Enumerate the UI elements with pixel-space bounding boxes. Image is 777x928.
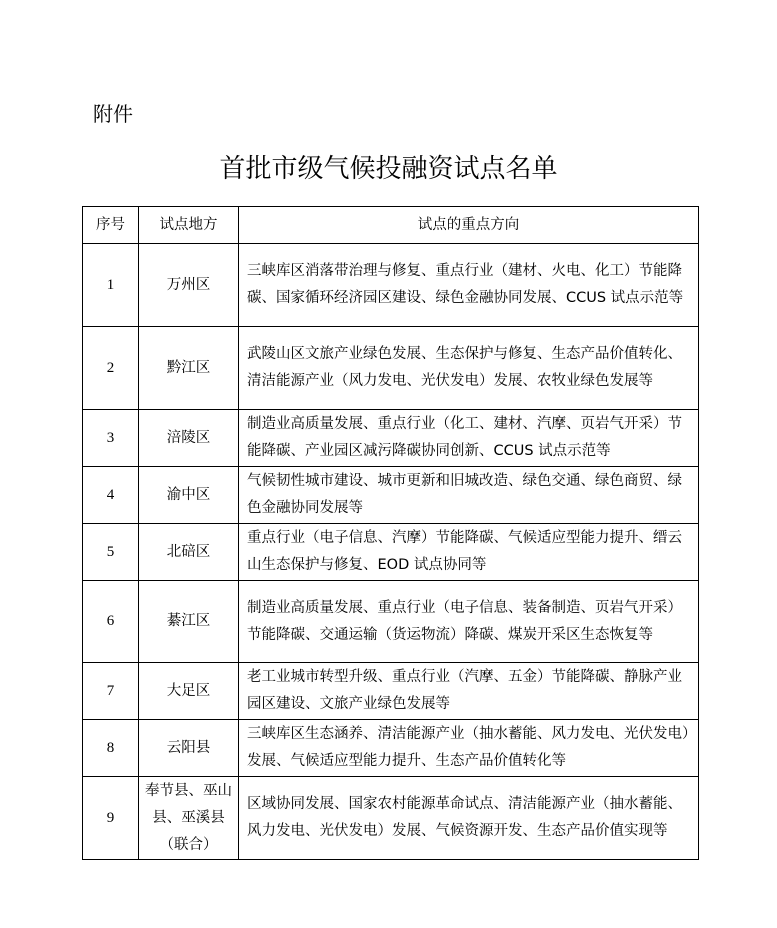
row-number: 2 bbox=[83, 327, 139, 410]
row-location: 北碚区 bbox=[139, 524, 239, 581]
row-number: 1 bbox=[83, 244, 139, 327]
row-location: 万州区 bbox=[139, 244, 239, 327]
row-direction: 老工业城市转型升级、重点行业（汽摩、五金）节能降碳、静脉产业园区建设、文旅产业绿色发展等 bbox=[239, 663, 699, 720]
row-direction: 武陵山区文旅产业绿色发展、生态保护与修复、生态产品价值转化、清洁能源产业（风力发电、光伏发电）发展、农牧业绿色发展等 bbox=[239, 327, 699, 410]
row-location: 涪陵区 bbox=[139, 410, 239, 467]
row-number: 3 bbox=[83, 410, 139, 467]
row-direction: 制造业高质量发展、重点行业（化工、建材、汽摩、页岩气开采）节能降碳、产业园区减污降碳协同创新、CCUS 试点示范等 bbox=[239, 410, 699, 467]
row-number: 6 bbox=[83, 581, 139, 663]
row-direction: 制造业高质量发展、重点行业（电子信息、装备制造、页岩气开采）节能降碳、交通运输（货运物流）降碳、煤炭开采区生态恢复等 bbox=[239, 581, 699, 663]
row-location: 奉节县、巫山县、巫溪县（联合） bbox=[139, 777, 239, 860]
header-key-direction: 试点的重点方向 bbox=[239, 207, 699, 244]
row-location: 渝中区 bbox=[139, 467, 239, 524]
row-direction: 三峡库区消落带治理与修复、重点行业（建材、火电、化工）节能降碳、国家循环经济园区建设、绿色金融协同发展、CCUS 试点示范等 bbox=[239, 244, 699, 327]
table-row bbox=[83, 524, 699, 581]
table-row bbox=[83, 327, 699, 410]
table-row bbox=[83, 467, 699, 524]
row-number: 8 bbox=[83, 720, 139, 777]
pilot-list-table bbox=[82, 206, 699, 860]
row-direction: 区域协同发展、国家农村能源革命试点、清洁能源产业（抽水蓄能、风力发电、光伏发电）发展、气候资源开发、生态产品价值实现等 bbox=[239, 777, 699, 860]
row-location: 綦江区 bbox=[139, 581, 239, 663]
row-number: 9 bbox=[83, 777, 139, 860]
row-number: 4 bbox=[83, 467, 139, 524]
row-location: 黔江区 bbox=[139, 327, 239, 410]
header-serial-number: 序号 bbox=[83, 207, 139, 244]
row-direction: 重点行业（电子信息、汽摩）节能降碳、气候适应型能力提升、缙云山生态保护与修复、EOD 试点协同等 bbox=[239, 524, 699, 581]
table-row bbox=[83, 410, 699, 467]
document-title: 首批市级气候投融资试点名单 bbox=[219, 154, 558, 184]
table-header-row bbox=[83, 207, 699, 244]
row-location: 云阳县 bbox=[139, 720, 239, 777]
row-direction: 气候韧性城市建设、城市更新和旧城改造、绿色交通、绿色商贸、绿色金融协同发展等 bbox=[239, 467, 699, 524]
table-row bbox=[83, 663, 699, 720]
table-row bbox=[83, 581, 699, 663]
header-pilot-location: 试点地方 bbox=[139, 207, 239, 244]
row-number: 7 bbox=[83, 663, 139, 720]
table-row bbox=[83, 777, 699, 860]
row-number: 5 bbox=[83, 524, 139, 581]
table-row bbox=[83, 720, 699, 777]
row-location: 大足区 bbox=[139, 663, 239, 720]
row-direction: 三峡库区生态涵养、清洁能源产业（抽水蓄能、风力发电、光伏发电）发展、气候适应型能力提升、生态产品价值转化等 bbox=[239, 720, 699, 777]
attachment-label: 附件 bbox=[93, 102, 133, 126]
table-row bbox=[83, 244, 699, 327]
